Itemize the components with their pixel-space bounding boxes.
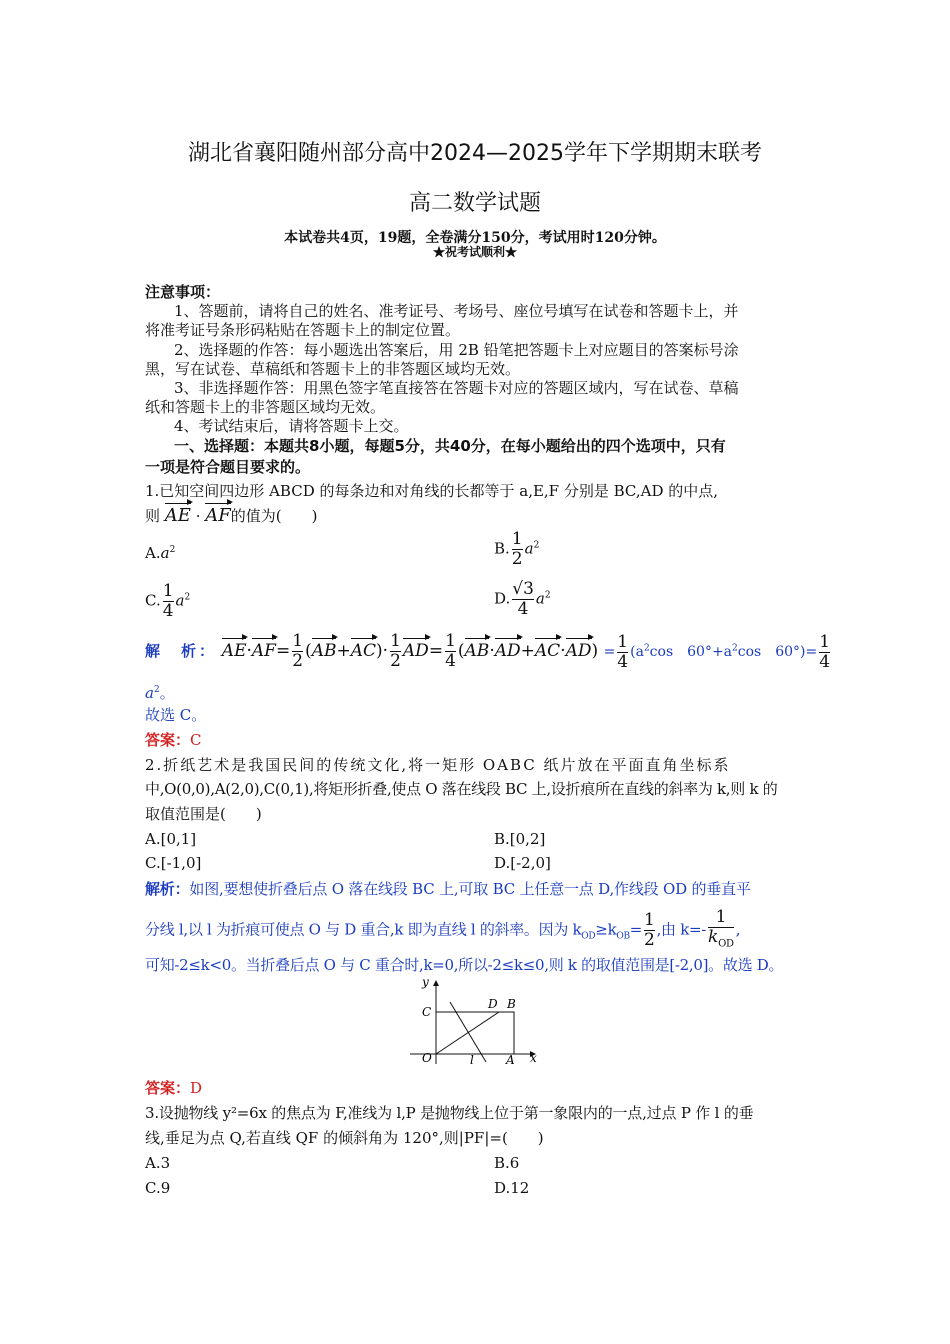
fraction: [445, 632, 456, 671]
section-heading: 一、选择题：本题共8小题，每题5分，共40分，在每小题给出的四个选项中，只有: [174, 437, 726, 455]
analysis-text: =: [629, 920, 643, 939]
option-value: a: [175, 591, 185, 610]
label-b: B: [507, 997, 516, 1011]
dot-operator: ·: [560, 641, 566, 661]
analysis-text: 分线 l,以 l 为折痕可使点 O 与 D 重合,k 即为直线 l 的斜率。因为 k: [145, 920, 582, 939]
rectangle-oabc: [436, 1012, 514, 1054]
numerator: 1: [390, 631, 401, 651]
numerator: 1: [162, 581, 174, 601]
y-axis-arrow-icon: [433, 980, 439, 986]
q1-analysis: [145, 631, 831, 672]
exam-title: 湖北省襄阳随州部分高中2024—2025学年下学期期末联考: [188, 141, 762, 166]
exponent: 2: [184, 592, 191, 603]
paren: ): [376, 641, 383, 661]
notice-line: 1、答题前，请将自己的姓名、准考证号、考场号、座位号填写在试卷和答题卡上，并: [174, 302, 739, 320]
label-o: O: [422, 1051, 432, 1065]
exponent: 2: [153, 685, 160, 695]
equals: =: [428, 641, 444, 661]
notice-line: 纸和答题卡上的非答题区域均无效。: [145, 398, 386, 416]
option-letter: B.: [494, 539, 510, 558]
label-c: C: [422, 1005, 432, 1019]
q2-answer: [145, 1078, 805, 1098]
numerator: 1: [819, 631, 831, 652]
denominator: 4: [445, 651, 456, 671]
dot-operator: ·: [195, 507, 201, 525]
notice-line: 3、非选择题作答：用黑色签字笔直接答在答题卡对应的答题区域内，写在试卷、草稿: [174, 379, 739, 397]
subscript: OD: [581, 931, 596, 942]
q2-option-c: C.[-1,0]: [145, 854, 202, 872]
q3-option-a: A.3: [145, 1154, 171, 1172]
q3-stem-2: 线,垂足为点 Q,若直线 QF 的倾斜角为 120°,则|PF|=( ): [145, 1129, 544, 1147]
label-a: A: [506, 1053, 515, 1067]
analysis-cos: = $\frac{1}{4}$ ($a^2\cos$ $60^\circ+a^2\cos$ 60°)= $\frac{1}{4}$: [603, 631, 831, 672]
vector-ab: AB: [311, 641, 337, 661]
segment-od: [436, 1012, 499, 1054]
exponent: 2: [732, 643, 738, 654]
vector-af: AF: [251, 641, 276, 661]
q2-analysis-2: [145, 908, 805, 953]
q2-analysis: [145, 879, 805, 899]
cos-term: cos 60°+a: [649, 644, 733, 660]
analysis-label: 解 析：: [145, 642, 218, 660]
dot-operator: ·: [382, 641, 389, 661]
section-heading-cont: 一项是符合题目要求的。: [145, 458, 311, 476]
vector-ac: AC: [534, 641, 561, 661]
q1-conclusion: 故选 C。: [145, 706, 207, 724]
fraction: [292, 632, 303, 671]
plus: +: [520, 641, 535, 661]
q1-analysis-tail: [145, 680, 805, 703]
vector-ad: AD: [565, 641, 592, 661]
denominator: 2: [292, 651, 304, 671]
numerator: 1: [445, 631, 456, 651]
analysis-text: ,: [735, 920, 741, 939]
analysis-text: ≥k: [595, 920, 617, 939]
q2-option-d: D.[-2,0]: [494, 854, 551, 872]
notice-line: 黑，写在试卷、草稿纸和答题卡上的非答题区域均无效。: [145, 360, 521, 378]
notice-line: 将准考证号条形码粘贴在答题卡上的制定位置。: [145, 321, 461, 339]
denominator: 2: [390, 651, 401, 671]
q3-option-d: D.12: [494, 1179, 530, 1197]
option-value: a: [535, 589, 545, 608]
q1-answer: [145, 730, 805, 750]
q1-stem: 1.已知空间四边形 ABCD 的每条边和对角线的长都等于 a,E,F 分别是 BC,AD 的中点,: [145, 482, 719, 500]
numerator: 1: [715, 907, 727, 927]
exponent: 2: [643, 643, 650, 654]
vector-ae: AE: [221, 641, 247, 661]
q1-option-d: [494, 580, 551, 619]
analysis-text: a: [145, 684, 154, 702]
option-value: a: [524, 539, 534, 558]
exponent: 2: [169, 545, 176, 555]
paren: (: [305, 641, 312, 661]
vector-ac: AC: [350, 641, 377, 661]
equals: =: [275, 641, 291, 661]
label-x: x: [530, 1051, 537, 1065]
dot-operator: ·: [489, 641, 495, 661]
q2-stem-3: 取值范围是( ): [145, 805, 262, 823]
exam-subtitle: 高二数学试题: [408, 191, 541, 216]
q2-stem-2: 中,O(0,0),A(2,0),C(0,1),将矩形折叠,使点 O 落在线段 BC 上,设折痕所在直线的斜率为 k,则 k 的: [145, 780, 778, 798]
fraction: [512, 580, 534, 619]
option-letter: A.: [145, 544, 161, 562]
numerator: 1: [292, 631, 304, 651]
notice-line: 4、考试结束后，请将答题卡上交。: [174, 417, 409, 435]
vector-ae: AE: [164, 505, 191, 526]
q2-option-a: A.[0,1]: [145, 830, 197, 848]
cos-term: cos 60°)=: [737, 644, 818, 660]
notice-line: 2、选择题的作答：每小题选出答案后，用 2B 铅笔把答题卡上对应题目的答案标号涂: [174, 341, 739, 359]
plus: +: [336, 641, 351, 661]
option-letter: D.: [494, 589, 511, 608]
q1-option-a: [145, 540, 175, 563]
fraction: [708, 908, 734, 953]
paren: ): [591, 641, 599, 661]
analysis-text: 。: [159, 684, 175, 702]
denominator: 4: [617, 651, 629, 672]
vector-ad: AD: [494, 641, 521, 661]
vector-af: AF: [205, 505, 231, 526]
subscript: OD: [718, 938, 734, 950]
q3-stem: 3.设抛物线 y²=6x 的焦点为 F,准线为 l,P 是抛物线上位于第一象限内的一点,过点 P 作 l 的垂: [145, 1104, 754, 1122]
answer-label: 答案：: [145, 731, 191, 749]
numerator: 1: [617, 631, 629, 652]
exam-info: 本试卷共4页，19题，全卷满分150分，考试用时120分钟。: [284, 230, 666, 246]
answer-label: 答案：: [145, 1079, 191, 1097]
fraction: [644, 911, 655, 950]
q1-stem-2: [145, 506, 805, 526]
option-letter: C.: [145, 591, 161, 610]
fraction: [512, 530, 523, 569]
denominator: 4: [512, 599, 534, 619]
q2-analysis-3: 可知-2≤k<0。当折叠后点 O 与 C 重合时,k=0,所以-2≤k≤0,则 k 的取值范围是[-2,0]。故选 D。: [145, 956, 784, 974]
analysis-formula: [221, 631, 604, 671]
exponent: 2: [544, 590, 551, 601]
numerator: √3: [512, 579, 534, 599]
vector-ad: AD: [402, 641, 429, 661]
q1-option-b: [494, 530, 539, 569]
denominator: [708, 927, 734, 953]
fold-line-l: [450, 1002, 486, 1062]
label-y: y: [422, 975, 429, 989]
numerator: 1: [511, 529, 523, 549]
fraction: [390, 632, 401, 671]
q1-option-c: [145, 582, 190, 621]
q2-stem: 2.折纸艺术是我国民间的传统文化,将一矩形 OABC 纸片放在平面直角坐标系: [145, 756, 731, 774]
denominator: 4: [819, 651, 831, 672]
analysis-text: 如图,要想使折叠后点 O 落在线段 BC 上,可取 BC 上任意一点 D,作线段 OD 的垂直平: [189, 880, 751, 898]
fraction: [163, 582, 174, 621]
q1-stem-post: 的值为( ): [230, 507, 318, 525]
q1-stem-pre: 则: [145, 507, 161, 525]
answer-value: D: [190, 1079, 203, 1097]
denominator: 2: [644, 930, 655, 951]
q2-option-b: B.[0,2]: [494, 830, 546, 848]
cos-term: (a: [630, 644, 644, 660]
subscript: OB: [616, 931, 630, 942]
notice-heading: 注意事项：: [145, 283, 221, 301]
analysis-text: ,由 k=-: [656, 920, 707, 939]
q3-option-c: C.9: [145, 1179, 171, 1197]
answer-value: C: [190, 731, 202, 749]
numerator: 1: [644, 910, 655, 931]
q3-option-b: B.6: [494, 1154, 520, 1172]
option-value: a: [160, 544, 170, 562]
exam-wish: ★祝考试顺利★: [432, 245, 517, 259]
q2-figure: [400, 972, 550, 1068]
denominator-k: k: [708, 927, 719, 947]
label-l: l: [470, 1053, 474, 1067]
analysis-label: 解析：: [145, 880, 190, 898]
denominator: 4: [162, 601, 174, 621]
paren: (: [457, 641, 465, 661]
vector-ab: AB: [464, 641, 490, 661]
exponent: 2: [533, 540, 540, 551]
label-d: D: [488, 997, 498, 1011]
dot-operator: ·: [246, 641, 252, 661]
denominator: 2: [511, 549, 523, 569]
